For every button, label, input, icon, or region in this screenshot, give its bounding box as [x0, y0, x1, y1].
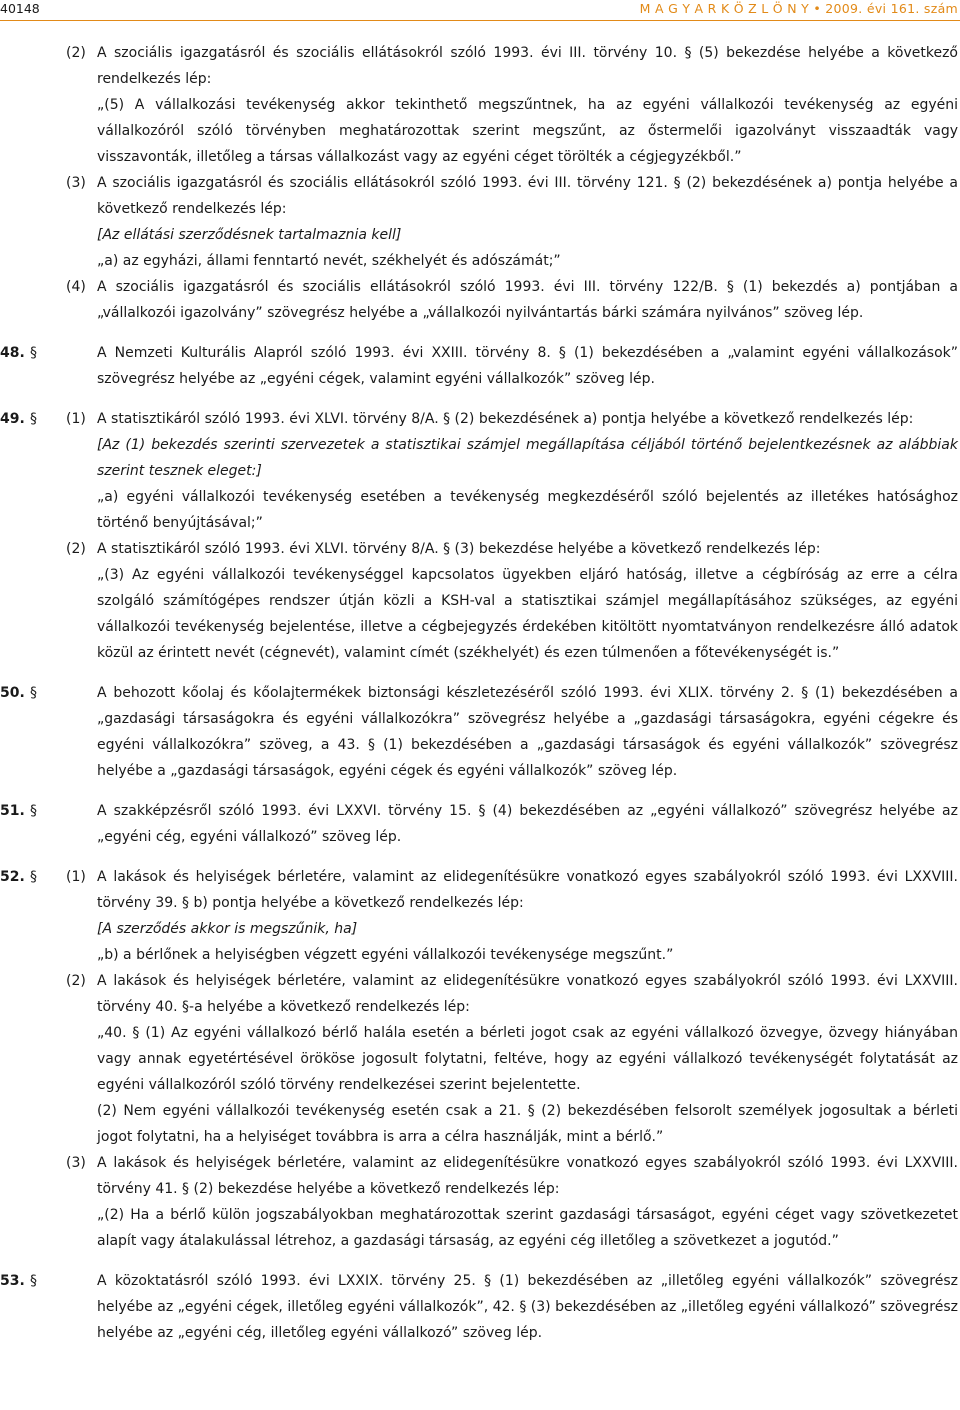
paragraph-block — [0, 680, 958, 784]
subsection-number: (3) — [66, 175, 86, 191]
paragraph-block — [0, 536, 958, 666]
section-sign: § — [30, 685, 37, 701]
subsection-number: (4) — [66, 279, 86, 295]
paragraph-text: „b) a bérlőnek a helyiségben végzett egyéni vállalkozói tevékenysége megszűnt.” — [97, 947, 674, 963]
section-number: 53. — [0, 1273, 25, 1289]
paragraph-text: „40. § (1) Az egyéni vállalkozó bérlő halála esetén a bérleti jogot csak az egyéni vállalkozó özvegye, özvegy hiányában vagy annak egyetértésével örököse jogosult folytatni, feltéve, hogy az egyéni vállalkozó tevékenységét folytatását az egyéni vállalkozóról szóló törvény rendelkezései szerint bejelentette. — [97, 1025, 958, 1093]
paragraph-block — [0, 274, 958, 326]
section-spacer — [0, 666, 958, 680]
journal-title: M A G Y A R K Ö Z L Ö N Y • 2009. évi 161. szám — [639, 1, 958, 16]
section-number: 52. — [0, 869, 25, 885]
paragraph-text: „(2) Ha a bérlő külön jogszabályokban meghatározottak szerint gazdasági társaságot, egyéni céget vagy szövetkezetet alapít vagy átalakulással létrehoz, a gazdasági társaság, az egyéni cég illetőleg a szövetkezet a jogutód.” — [97, 1207, 958, 1249]
section-number: 50. — [0, 685, 25, 701]
section-sign: § — [30, 1273, 37, 1289]
paragraph-text: „(5) A vállalkozási tevékenység akkor tekinthető megszűntnek, ha az egyéni vállalkozói tevékenység az egyéni vállalkozóról szóló törvényben meghatározottak szerint megszűnt, az őstermelői igazolványt visszaadták vagy visszavonták, illetőleg a társas vállalkozást vagy az egyéni céget törölték a cégjegyzékből.” — [97, 97, 958, 165]
section-number: 49. — [0, 411, 25, 427]
section-number: 51. — [0, 803, 25, 819]
bracketed-context: [Az (1) bekezdés szerinti szervezetek a statisztikai számjel megállapítása céljából történő bejelentkezésnek az alábbiak szerint tesznek eleget:] — [97, 437, 958, 479]
subsection-number: (1) — [66, 411, 86, 427]
section-number: 48. — [0, 345, 25, 361]
section-sign: § — [30, 411, 37, 427]
paragraph-block — [0, 864, 958, 968]
page-number: 40148 — [0, 1, 40, 16]
paragraph-block — [0, 1268, 958, 1346]
paragraph-text: (2) Nem egyéni vállalkozói tevékenység esetén csak a 21. § (2) bekezdésében felsorolt személyek jogosultak a bérleti jogot folytatni, ha a helyiséget továbbra is arra a célra használják, mint a bérlő.” — [97, 1103, 958, 1145]
paragraph-block — [0, 1150, 958, 1254]
section-spacer — [0, 1254, 958, 1268]
paragraph-text: A lakások és helyiségek bérletére, valamint az elidegenítésükre vonatkozó egyes szabályokról szóló 1993. évi LXXVIII. törvény 40. §-a helyébe a következő rendelkezés lép: — [97, 973, 958, 1015]
section-spacer — [0, 392, 958, 406]
paragraph-text: A lakások és helyiségek bérletére, valamint az elidegenítésükre vonatkozó egyes szabályokról szóló 1993. évi LXXVIII. törvény 41. § (2) bekezdése helyébe a következő rendelkezés lép: — [97, 1155, 958, 1197]
subsection-number: (1) — [66, 869, 86, 885]
subsection-number: (2) — [66, 541, 86, 557]
paragraph-block — [0, 798, 958, 850]
section-sign: § — [30, 803, 37, 819]
section-spacer — [0, 784, 958, 798]
paragraph-block — [0, 40, 958, 170]
paragraph-text: A lakások és helyiségek bérletére, valamint az elidegenítésükre vonatkozó egyes szabályokról szóló 1993. évi LXXVIII. törvény 39. § b) pontja helyébe a következő rendelkezés lép: — [97, 869, 958, 911]
subsection-number: (2) — [66, 45, 86, 61]
document-body — [0, 40, 958, 1346]
paragraph-text: A behozott kőolaj és kőolajtermékek biztonsági készletezéséről szóló 1993. évi XLIX. törvény 2. § (1) bekezdésében a „gazdasági társaságokra és egyéni vállalkozókra” szövegrész helyébe a „gazdasági társaságokra, egyéni cégekre és egyéni vállalkozókra” szöveg, a 43. § (1) bekezdésében a „gazdasági társaságok és egyéni vállalkozók” szövegrész helyébe a „gazdasági társaságok, egyéni cégek és egyéni vállalkozók” szöveg lép. — [97, 685, 958, 779]
paragraph-text: A Nemzeti Kulturális Alapról szóló 1993. évi XXIII. törvény 8. § (1) bekezdésében a „valamint egyéni vállalkozások” szövegrész helyébe az „egyéni cégek, valamint egyéni vállalkozók” szöveg lép. — [97, 345, 958, 387]
subsection-number: (2) — [66, 973, 86, 989]
paragraph-text: A statisztikáról szóló 1993. évi XLVI. törvény 8/A. § (2) bekezdésének a) pontja helyébe a következő rendelkezés lép: — [97, 411, 914, 427]
paragraph-block — [0, 170, 958, 274]
paragraph-text: „a) az egyházi, állami fenntartó nevét, székhelyét és adószámát;” — [97, 253, 561, 269]
paragraph-block — [0, 968, 958, 1150]
paragraph-text: A közoktatásról szóló 1993. évi LXXIX. törvény 25. § (1) bekezdésében az „illetőleg egyéni vállalkozók” szövegrész helyébe az „egyéni cégek, illetőleg egyéni vállalkozók”, 42. § (3) bekezdésében az „illetőleg egyéni vállalkozó” szövegrész helyébe az „egyéni cég, illetőleg egyéni vállalkozó” szöveg lép. — [97, 1273, 958, 1341]
paragraph-text: „(3) Az egyéni vállalkozói tevékenységgel kapcsolatos ügyekben eljáró hatóság, illetve a cégbíróság az erre a célra szolgáló számítógépes rendszer útján közli a KSH-val a statisztikai számjel megállapításához szükséges, az egyéni vállalkozói tevékenység bejelentése, illetve a cégbejegyzés érdekében kitöltött nyomtatványon rendelkezésre álló adatok közül az érintett nevét (cégnevét), valamint címét (székhelyét) és ezen túlmenően a főtevékenységét is.” — [97, 567, 958, 661]
page-header — [0, 0, 960, 22]
paragraph-block — [0, 340, 958, 392]
subsection-number: (3) — [66, 1155, 86, 1171]
paragraph-text: A szakképzésről szóló 1993. évi LXXVI. törvény 15. § (4) bekezdésében az „egyéni vállalkozó” szövegrész helyébe az „egyéni cég, egyéni vállalkozó” szöveg lép. — [97, 803, 958, 845]
paragraph-text: A statisztikáról szóló 1993. évi XLVI. törvény 8/A. § (3) bekezdése helyébe a következő rendelkezés lép: — [97, 541, 821, 557]
paragraph-text: „a) egyéni vállalkozói tevékenység esetében a tevékenység megkezdéséről szóló bejelentés az illetékes hatósághoz történő benyújtásával;” — [97, 489, 958, 531]
section-sign: § — [30, 869, 37, 885]
section-spacer — [0, 850, 958, 864]
paragraph-text: A szociális igazgatásról és szociális ellátásokról szóló 1993. évi III. törvény 121. § (2) bekezdésének a) pontja helyébe a következő rendelkezés lép: — [97, 175, 958, 217]
paragraph-block — [0, 406, 958, 536]
section-spacer — [0, 326, 958, 340]
bracketed-context: [A szerződés akkor is megszűnik, ha] — [97, 921, 358, 937]
paragraph-text: A szociális igazgatásról és szociális ellátásokról szóló 1993. évi III. törvény 10. § (5) bekezdése helyébe a következő rendelkezés lép: — [97, 45, 958, 87]
paragraph-text: A szociális igazgatásról és szociális ellátásokról szóló 1993. évi III. törvény 122/B. § (1) bekezdés a) pontjában a „vállalkozói igazolvány” szövegrész helyébe a „vállalkozói nyilvántartás bárki számára nyilvános” szöveg lép. — [97, 279, 958, 321]
header-rule — [0, 20, 960, 21]
bracketed-context: [Az ellátási szerződésnek tartalmaznia kell] — [97, 227, 402, 243]
section-sign: § — [30, 345, 37, 361]
